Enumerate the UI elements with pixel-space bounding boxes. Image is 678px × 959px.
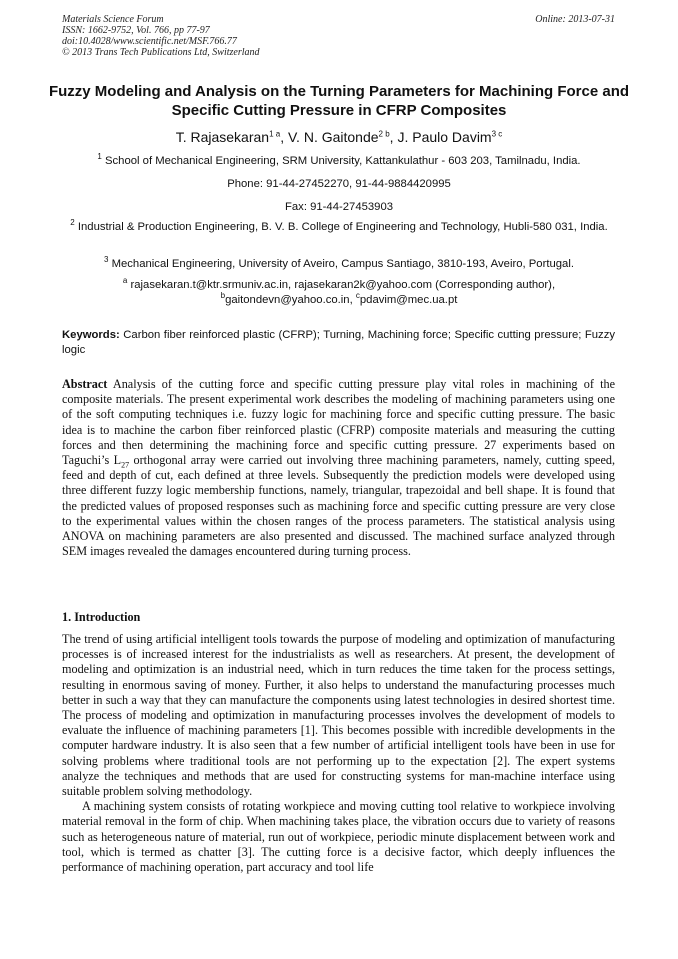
affiliation-2	[56, 220, 622, 235]
email-b[interactable]: gaitondevn@yahoo.co.in,	[225, 294, 356, 306]
section-heading: 1. Introduction	[62, 610, 141, 624]
affiliation-1	[56, 154, 622, 169]
affiliation-3	[56, 257, 622, 272]
affiliation-text: School of Mechanical Engineering, SRM University, Kattankulathur - 603 203, Tamilnadu, India.	[105, 155, 581, 167]
author-name: J. Paulo Davim	[397, 129, 492, 145]
online-date: Online: 2013-07-31	[535, 14, 615, 25]
email-marker: c	[355, 291, 360, 301]
abstract-text-continued: orthogonal array were carried out involving three machining parameters, namely, cutting speed, feed and depth of cut, each defined at three levels. Subsequently the prediction models were developed using three different fuzzy logic membership functions, namely, triangular, trapezoidal and bell shape. It is found that the predicted values of proposed responses such as machining force and specific cutting pressure are very close to the experimental values within the chosen ranges of the process parameters. The statistical analysis using ANOVA on machining parameters are also presented and discussed. The machined surface analyzed through SEM images revealed the damages encountered during turning process.	[62, 453, 615, 559]
keywords-text: Carbon fiber reinforced plastic (CFRP); Turning, Machining force; Specific cutting pressure; Fuzzy logic	[62, 329, 615, 356]
paragraph: The trend of using artificial intelligent tools towards the purpose of modeling and optimization of manufacturing processes is of increased interest for the industrialists as well as researchers. At present, the development of modeling and optimization is an industrial need, which in turn reduces the time taken for the process settings, resulting in enormous saving of money. Further, it also helps to understand the manufacturing processes much better in such a way that they can manufacture the components using latest technologies in desired shortest time. The process of modeling and optimization in manufacturing processes involves the development of models to evaluate the influence of machining parameters [1]. This becomes possible with incredible developments in the computer hardware industry. It is also seen that a few number of artificial intelligent tools have been in use for solving problems where traditional tools are not performing up to the expectation [2]. The expert systems analyze the techniques and methods that are used for constructing systems for man-machine interface using suitable problem solving methodology.	[62, 632, 615, 799]
paper-title: Fuzzy Modeling and Analysis on the Turning Parameters for Machining Force and Specific Cutting Pressure in CFRP Composites	[48, 83, 630, 119]
abstract-block	[62, 377, 615, 559]
abstract-text: Analysis of the cutting force and specific cutting pressure play vital roles in machining of the composite materials. The present experimental work describes the modeling of machining parameters using one of the soft computing techniques i.e. fuzzy logic for machining force and specific cutting pressure. The basic idea is to machine the carbon fiber reinforced plastic (CFRP) composite materials and measuring the cutting forces and then determining the machining force and specific cutting pressure. 27 experiments based on Taguchi’s L	[62, 377, 615, 468]
fax-line: Fax: 91-44-27453903	[284, 201, 394, 213]
journal-header	[62, 14, 615, 58]
abstract-subscript: 27	[121, 460, 130, 470]
author-superscript: 1 a	[269, 129, 281, 139]
affiliation-marker: 1	[97, 152, 102, 162]
author-separator: ,	[280, 129, 288, 145]
abstract-label: Abstract	[62, 377, 108, 391]
author-name: T. Rajasekaran	[175, 129, 270, 145]
email-block	[56, 278, 622, 308]
author-superscript: 2 b	[378, 129, 390, 139]
keywords-label: Keywords:	[62, 329, 120, 341]
email-c[interactable]: pdavim@mec.ua.pt	[359, 294, 458, 306]
keywords-block	[62, 328, 615, 358]
author-separator: ,	[389, 129, 398, 145]
author-list	[40, 129, 638, 146]
journal-name: Materials Science Forum	[62, 14, 164, 25]
paragraph: A machining system consists of rotating workpiece and moving cutting tool relative to workpiece involving material removal in the form of chip. When machining takes place, the vibration occurs due to variety of reasons such as heterogeneous nature of material, run out of workpiece, periodic minute displacement between work and tool, which is termed as chatter [3]. The cutting force is a decisive factor, which deeply influences the performance of machining operation, part accuracy and tool life	[62, 799, 615, 875]
issn-line: ISSN: 1662-9752, Vol. 766, pp 77-97	[62, 25, 210, 36]
author-superscript: 3 c	[491, 129, 503, 139]
affiliation-marker: 2	[70, 218, 75, 228]
email-marker: a	[122, 276, 128, 286]
affiliation-text: Industrial & Production Engineering, B. V. B. College of Engineering and Technology, Hubli-580 031, India.	[77, 221, 608, 233]
affiliation-text: Mechanical Engineering, University of Aveiro, Campus Santiago, 3810-193, Aveiro, Portugal.	[111, 258, 574, 270]
author-name: V. N. Gaitonde	[288, 129, 379, 145]
email-marker: b	[220, 291, 226, 301]
affiliation-marker: 3	[104, 255, 109, 265]
email-a[interactable]: rajasekaran.t@ktr.srmuniv.ac.in, rajasekaran2k@yahoo.com (Corresponding author),	[130, 279, 556, 291]
copyright-line: © 2013 Trans Tech Publications Ltd, Switzerland	[62, 47, 260, 58]
introduction-body	[62, 632, 615, 875]
phone-line: Phone: 91-44-27452270, 91-44-9884420995	[227, 178, 451, 190]
doi-line[interactable]: doi:10.4028/www.scientific.net/MSF.766.77	[62, 36, 237, 47]
